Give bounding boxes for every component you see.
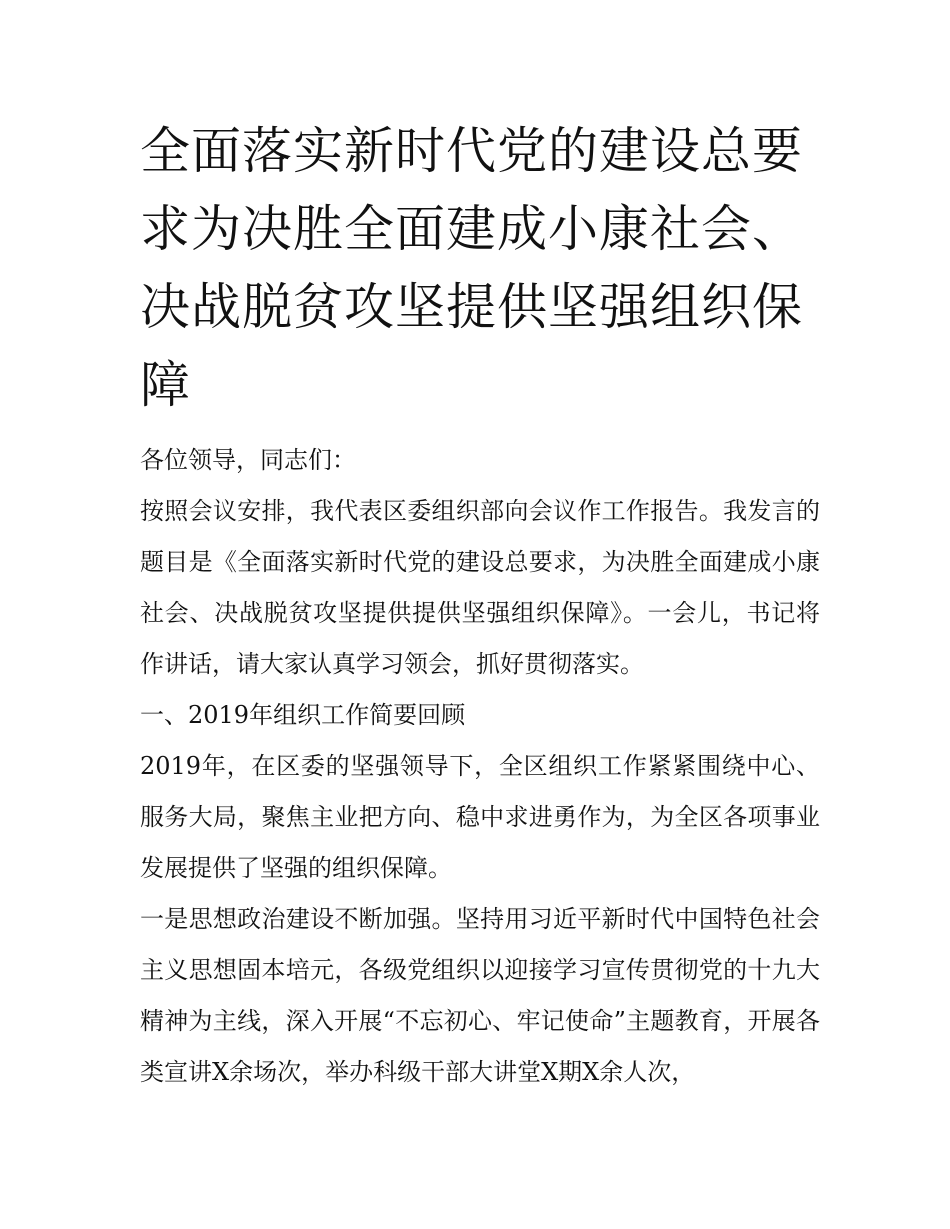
salutation: 各位领导，同志们：	[140, 446, 356, 474]
paragraph-ideology: 一是思想政治建设不断加强。坚持用习近平新时代中国特色社会主义思想固本培元，各级党组织以迎接学习宣传贯彻党的十九大精神为主线，深入开展“不忘初心、牢记使命”主题教育，开展各类宣讲X余场次，举办科级干部大讲堂X期X余人次，	[140, 905, 820, 1086]
document-title: 全面落实新时代党的建设总要求为决胜全面建成小康社会、决战脱贫攻坚提供坚强组织保障	[140, 122, 803, 414]
section-heading-review: 一、2019年组织工作简要回顾	[140, 701, 466, 729]
paragraph-overview: 2019年，在区委的坚强领导下，全区组织工作紧紧围绕中心、服务大局，聚焦主业把方向、稳中求进勇作为，为全区各项事业发展提供了坚强的组织保障。	[140, 752, 820, 882]
paragraph-intro: 按照会议安排，我代表区委组织部向会议作工作报告。我发言的题目是《全面落实新时代党的建设总要求，为决胜全面建成小康社会、决战脱贫攻坚提供提供坚强组织保障》。一会儿，书记将作讲话，请大家认真学习领会，抓好贯彻落实。	[140, 497, 820, 678]
